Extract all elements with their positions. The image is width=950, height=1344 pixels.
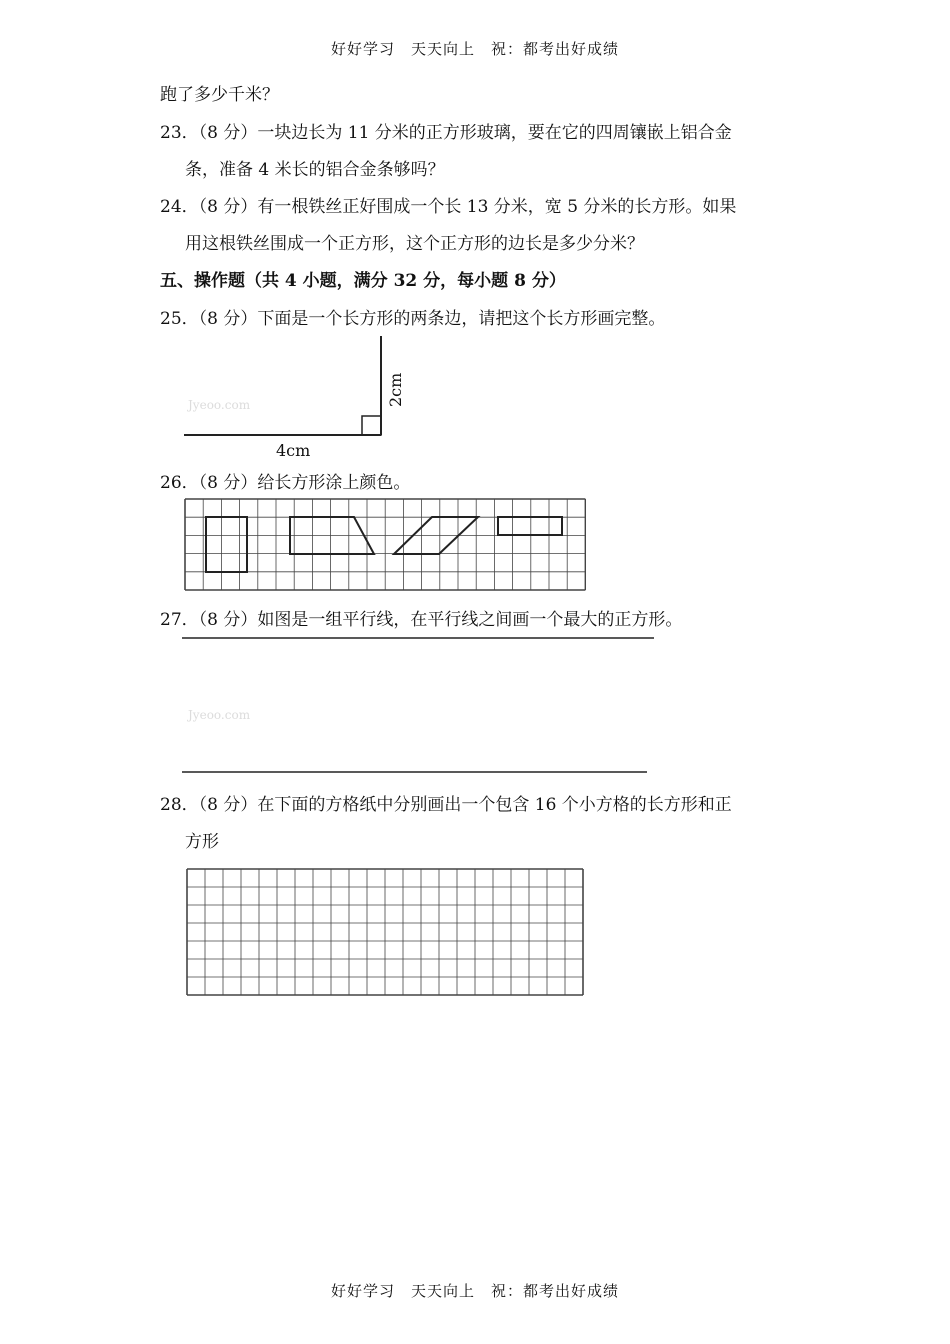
question-23: 23．（8 分）一块边长为 11 分米的正方形玻璃，要在它的四周镶嵌上铝合金 [160,123,732,143]
question-23-cont: 条，准备 4 米长的铝合金条够吗？ [185,160,445,180]
question-26: 26．（8 分）给长方形涂上颜色。 [160,473,411,493]
question-24: 24．（8 分）有一根铁丝正好围成一个长 13 分米，宽 5 分米的长方形。如果 [160,197,737,217]
grid-26 [185,499,585,590]
question-24-cont: 用这根铁丝围成一个正方形，这个正方形的边长是多少分米？ [185,234,644,254]
page-footer: 好好学习 天天向上 祝：都考出好成绩 [330,1282,619,1300]
right-angle-mark [362,416,381,435]
question-28-cont: 方形 [185,832,219,852]
question-27: 27．（8 分）如图是一组平行线，在平行线之间画一个最大的正方形。 [160,610,683,630]
question-25: 25．（8 分）下面是一个长方形的两条边，请把这个长方形画完整。 [160,309,666,329]
shape-rectangle-1 [206,517,247,572]
section-5-title: 五、操作题（共 4 小题，满分 32 分，每小题 8 分） [160,271,566,291]
grid-28 [187,869,583,995]
figure-28-square-grid [184,866,584,998]
figure-27-watermark: Jyeoo.com [188,708,251,722]
height-label: 2cm [386,372,405,407]
text-line: 跑了多少千米？ [160,85,279,105]
question-28: 28．（8 分）在下面的方格纸中分别画出一个包含 16 个小方格的长方形和正 [160,795,732,815]
figure-27-parallel-lines [180,630,660,780]
figure-25-rectangle-sides [180,330,420,465]
page-header: 好好学习 天天向上 祝：都考出好成绩 [330,40,619,58]
figure-25-watermark: Jyeoo.com [188,398,251,412]
figure-26-shapes-grid [182,496,586,596]
width-label: 4cm [276,441,311,460]
shape-rectangle-2 [498,517,562,535]
